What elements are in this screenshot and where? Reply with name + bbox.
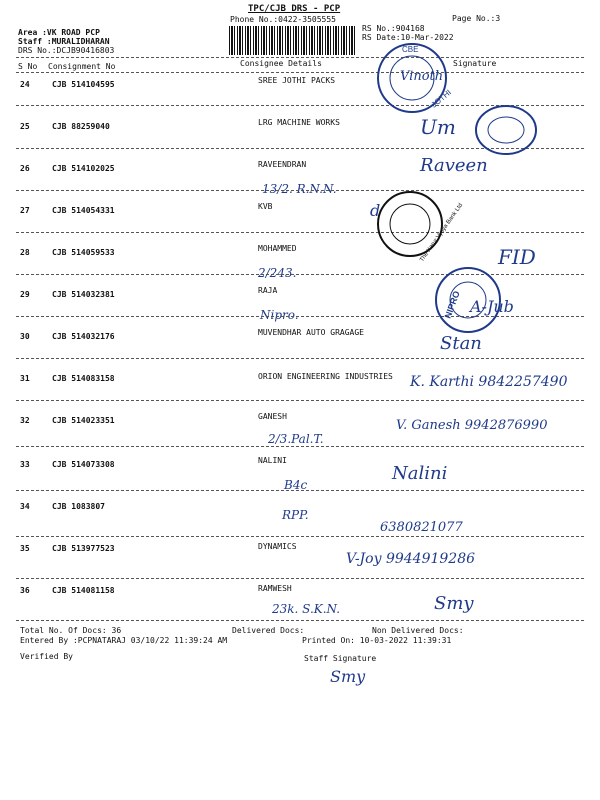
row-consignment: CJB 88259040: [52, 122, 110, 131]
row-sno: 24: [20, 80, 30, 89]
total-docs: Total No. Of Docs: 36: [20, 626, 122, 635]
row-sno: 32: [20, 416, 30, 425]
rs-number: RS No.:904168: [362, 24, 425, 33]
row-signature: Smy: [434, 593, 474, 614]
row-2: [0, 155, 600, 202]
row-note: 2/3.Pal.T.: [268, 432, 324, 446]
row-consignee: NALINI: [258, 456, 287, 465]
row-consignee: MOHAMMED: [258, 244, 297, 253]
row-signature: Stan: [440, 333, 482, 354]
row-signature: V-Joy 9944919286: [346, 551, 476, 567]
row-consignee: LRG MACHINE WORKS: [258, 118, 340, 127]
row-divider: [16, 536, 584, 537]
row-consignment: CJB 514083158: [52, 374, 115, 383]
row-signature: 6380821077: [380, 520, 463, 535]
row-consignee: ORION ENGINEERING INDUSTRIES: [258, 372, 393, 381]
row-note: Nipro.: [260, 308, 299, 322]
row-signature: K. Karthi 9842257490: [410, 374, 568, 390]
row-7: [0, 370, 600, 412]
row-consignee: MUVENDHAR AUTO GRAGAGE: [258, 328, 364, 337]
staff-label: Staff :MURALIDHARAN: [18, 37, 110, 46]
row-signature: d: [370, 201, 381, 220]
row-consignment: CJB 514032176: [52, 332, 115, 341]
printed-on: Printed On: 10-03-2022 11:39:31: [302, 636, 452, 645]
row-consignment: CJB 514081158: [52, 586, 115, 595]
row-consignee: RAJA: [258, 286, 278, 295]
row-divider: [16, 578, 584, 579]
row-signature: V. Ganesh 9942876990: [396, 418, 548, 433]
karur-bank-stamp: [370, 184, 465, 264]
row-4: [0, 244, 600, 286]
row-sno: 26: [20, 164, 30, 173]
row-consignment: CJB 514073308: [52, 460, 115, 469]
row-signature: Raveen: [420, 155, 488, 176]
row-signature: FID: [498, 245, 536, 269]
row-9: [0, 456, 600, 498]
stamp-nipro-text: NIPRO: [442, 289, 462, 320]
rs-date: RS Date:10-Mar-2022: [362, 33, 454, 42]
row-consignment: CJB 514032381: [52, 290, 115, 299]
row-sno: 33: [20, 460, 30, 469]
col-sno: S No: [18, 62, 38, 71]
row-divider: [16, 190, 584, 191]
row-8: [0, 412, 600, 454]
row-consignee: RAVEENDRAN: [258, 160, 307, 169]
stamp-karur-text: The Karur Vysya Bank Ltd: [419, 202, 465, 264]
row-divider: [16, 620, 584, 621]
header-divider: [16, 57, 584, 58]
row-note: RPP.: [282, 508, 309, 522]
row-10: [0, 498, 600, 540]
row-sno: 27: [20, 206, 30, 215]
col-consignee: Consignee Details: [240, 59, 322, 68]
row-sno: 30: [20, 332, 30, 341]
row-note: 23k. S.K.N.: [272, 602, 341, 616]
row-consignment: CJB 514102025: [52, 164, 115, 173]
entered-by: Entered By :PCPNATARAJ 03/10/22 11:39:24 AM: [20, 636, 228, 645]
row-consignment: CJB 513977523: [52, 544, 115, 553]
barcode: [229, 26, 356, 55]
row-note: 13/2. R.N.N.: [262, 182, 337, 196]
row-divider: [16, 400, 584, 401]
row-consignee: GANESH: [258, 412, 287, 421]
row-sno: 35: [20, 544, 30, 553]
staff-signature-label: Staff Signature: [304, 654, 377, 663]
row-consignee: SREE JOTHI PACKS: [258, 76, 336, 85]
row-signature: Um: [420, 115, 456, 139]
cbe-stamp: [372, 38, 472, 118]
row-consignment: CJB 514104595: [52, 80, 115, 89]
rlp-stamp: [472, 100, 542, 160]
staff-signature: Smy: [330, 667, 366, 686]
verified-by: Verified By: [20, 652, 73, 661]
row-11: [0, 540, 600, 582]
row-signature: Nalini: [392, 463, 448, 484]
row-3: [0, 202, 600, 244]
delivered-docs: Delivered Docs:: [232, 626, 305, 635]
row-6: [0, 328, 600, 370]
row-consignment: CJB 514023351: [52, 416, 115, 425]
row-note: 2/243.: [258, 266, 297, 280]
phone-number: Phone No.:0422-3505555: [230, 15, 336, 24]
area-label: Area :VK ROAD PCP: [18, 28, 100, 37]
row-sno: 28: [20, 248, 30, 257]
row-divider: [16, 490, 584, 491]
row-note: B4c: [284, 478, 308, 492]
row-consignment: CJB 1083807: [52, 502, 105, 511]
drs-number: DRS No.:DCJB90416803: [18, 46, 115, 55]
row-divider: [16, 232, 584, 233]
stamp-jothi-text: JOTHI: [429, 87, 453, 110]
non-delivered-docs: Non Delivered Docs:: [372, 626, 464, 635]
row-signature: A-Jub: [470, 297, 514, 316]
col-consignment: Consignment No: [48, 62, 116, 71]
row-sno: 36: [20, 586, 30, 595]
row-5: [0, 286, 600, 328]
row-sno: 25: [20, 122, 30, 131]
row-sno: 29: [20, 290, 30, 299]
stamp-cbe-text: CBE: [402, 45, 419, 54]
header-divider-2: [16, 72, 584, 73]
row-consignee: RAMWESH: [258, 584, 292, 593]
row-divider: [16, 358, 584, 359]
nipro-stamp: [430, 262, 510, 342]
row-consignment: CJB 514054331: [52, 206, 115, 215]
page-number: Page No.:3: [452, 14, 501, 23]
row-divider: [16, 446, 584, 447]
row-12: [0, 582, 600, 624]
row-signature: Vinoth: [400, 69, 444, 84]
col-signature: Signature: [453, 59, 497, 68]
row-consignee: DYNAMICS: [258, 542, 297, 551]
row-consignee: KVB: [258, 202, 273, 211]
row-sno: 34: [20, 502, 30, 511]
doc-title: TPC/CJB DRS - PCP: [248, 4, 341, 14]
row-consignment: CJB 514059533: [52, 248, 115, 257]
row-sno: 31: [20, 374, 30, 383]
